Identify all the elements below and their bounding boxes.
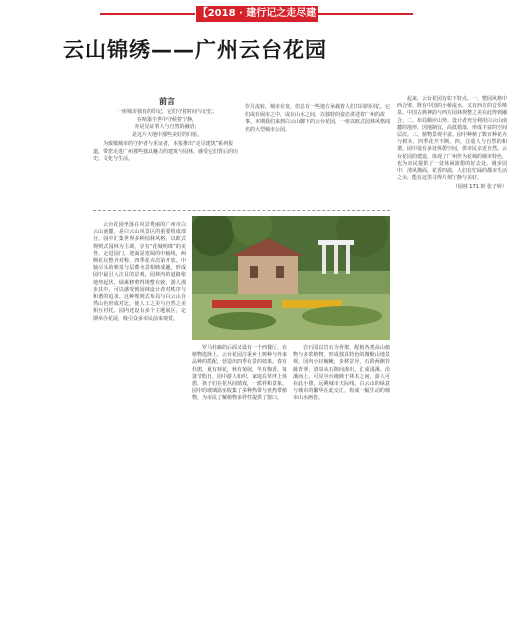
foreword-title: 前言 xyxy=(159,97,175,106)
header-rule-left xyxy=(100,13,195,15)
section-divider xyxy=(93,210,390,211)
section-header xyxy=(0,6,513,35)
garden-photo xyxy=(192,216,390,340)
article-column-2: 罗马柱廊的后面又设有一个西餐厅。在植物选择上，云台花园注重乡土树种与外来品种的搭配，营造出四季有景的效果。春有杜鹃，夏有荷花，秋有菊展，冬有梅香。每逢节假日，园中游人如织，家庭在草坪上休憩，孩子们在花丛间嬉戏，一派祥和景象。园中的玻璃温室收集了多种热带与亚热带植物，为市民了解植物多样性提供了窗口。 xyxy=(192,345,288,402)
foreword-continued: 岁月流转，城市在变，但总有一些地方承载着人们共同的回忆。它们或在闹市之中，或在山水之间，以独特的姿态讲述着广州的故事。本期我们来到白云山脚下的云台花园，一座以欧式园林风格闻名的大型城市公园。 xyxy=(245,104,391,133)
section-tag: 【2018 · 建行记之走尽建筑】 xyxy=(197,8,317,35)
poem-line: 一座城市独有的印记，它们守着时间与记忆； xyxy=(116,109,217,115)
header-rule-right xyxy=(318,13,413,15)
foreword-body: 为致敬城市的守护者与见证者，本报推出“走尽建筑”系列报道，带您走进广州那些独具魅力的建筑与园林，感受它们背后的历史、文化与生活。 xyxy=(93,141,239,162)
poem-line: 是这片天地中那些美好的归宿。 xyxy=(131,131,202,138)
article-column-4 xyxy=(397,96,507,616)
poem-line: 在喧嚣尘世中守候着宁静， xyxy=(136,116,197,123)
foreword-poem xyxy=(93,109,241,139)
article-column-1: 云台花园坐落在风景秀丽的广州市白云山南麓，是白云山风景区的重要组成部分。园中汇集世界多种园林风格，以欧式规则式园林为主调，享有“花城明珠”的美誉。走进园门，迎面是宽阔的中轴线，两侧花坛整齐对称，四季花卉次第开放。中轴尽头的喷泉与层叠水景相映成趣，形成园中最引人注目的景观。园林内的道路依地势起伏，绿篱修剪得规整有致，游人漫步其中，可以感受到园林设计者对秩序与和谐的追求。这种规则式布局与白云山自然山色形成对比，使人工之美与自然之美相互衬托。园内还设有多个主题展区，定期举办花展，吸引众多市民前来观赏。 xyxy=(93,222,186,322)
article-column-3: 岩石园以岩石为骨架，配植各类高山植物与多浆植物，形成独具特色的微缩山地景观。园内小径蜿蜒，步移景异，石阶两侧苔藓青翠，清泉从石隙间渗出，汇成浅溪。沿溪而上，可见亭台掩映于林木之间，游人可在此小憩，远眺城市天际线。白云山的绿意与城市的繁华在此交汇，构成一幅生动的城市山水画卷。 xyxy=(293,345,390,402)
foreword-box xyxy=(93,96,241,204)
article-title: 云山锦绣——广州云台花园 xyxy=(63,38,327,62)
garden-photo-image xyxy=(192,216,390,340)
column-4-text: 起来，云台花园有如下特点。一、整园风格中西合璧。既有中国的小桥流水，又有西方的音乐喷泉。中国古典神韵与西方园林规整之美在此得到融合。二、布局顺应山势。设计者充分利用白云山南麓的地形，因地制宜，高低错落，形成丰富的空间层次。三、植物景观丰富。园中种植了数百种花卉与树木，四季花开不断。四、注重人与自然的和谐。园中设有多处休憩空间，供市民亲近自然。云台花园的建设，体现了广州作为花城的城市特色，也为市民提供了一处休闲游憩的好去处。漫步园中，清风拂面，花香四溢，人们在忙碌的都市生活之余，能在这里寻得片刻宁静与美好。 xyxy=(397,96,508,182)
poem-line: 亦是见证着人与自然的融洽； xyxy=(134,124,200,130)
author-credit: （园林 171 班 张子婷） xyxy=(452,184,507,191)
